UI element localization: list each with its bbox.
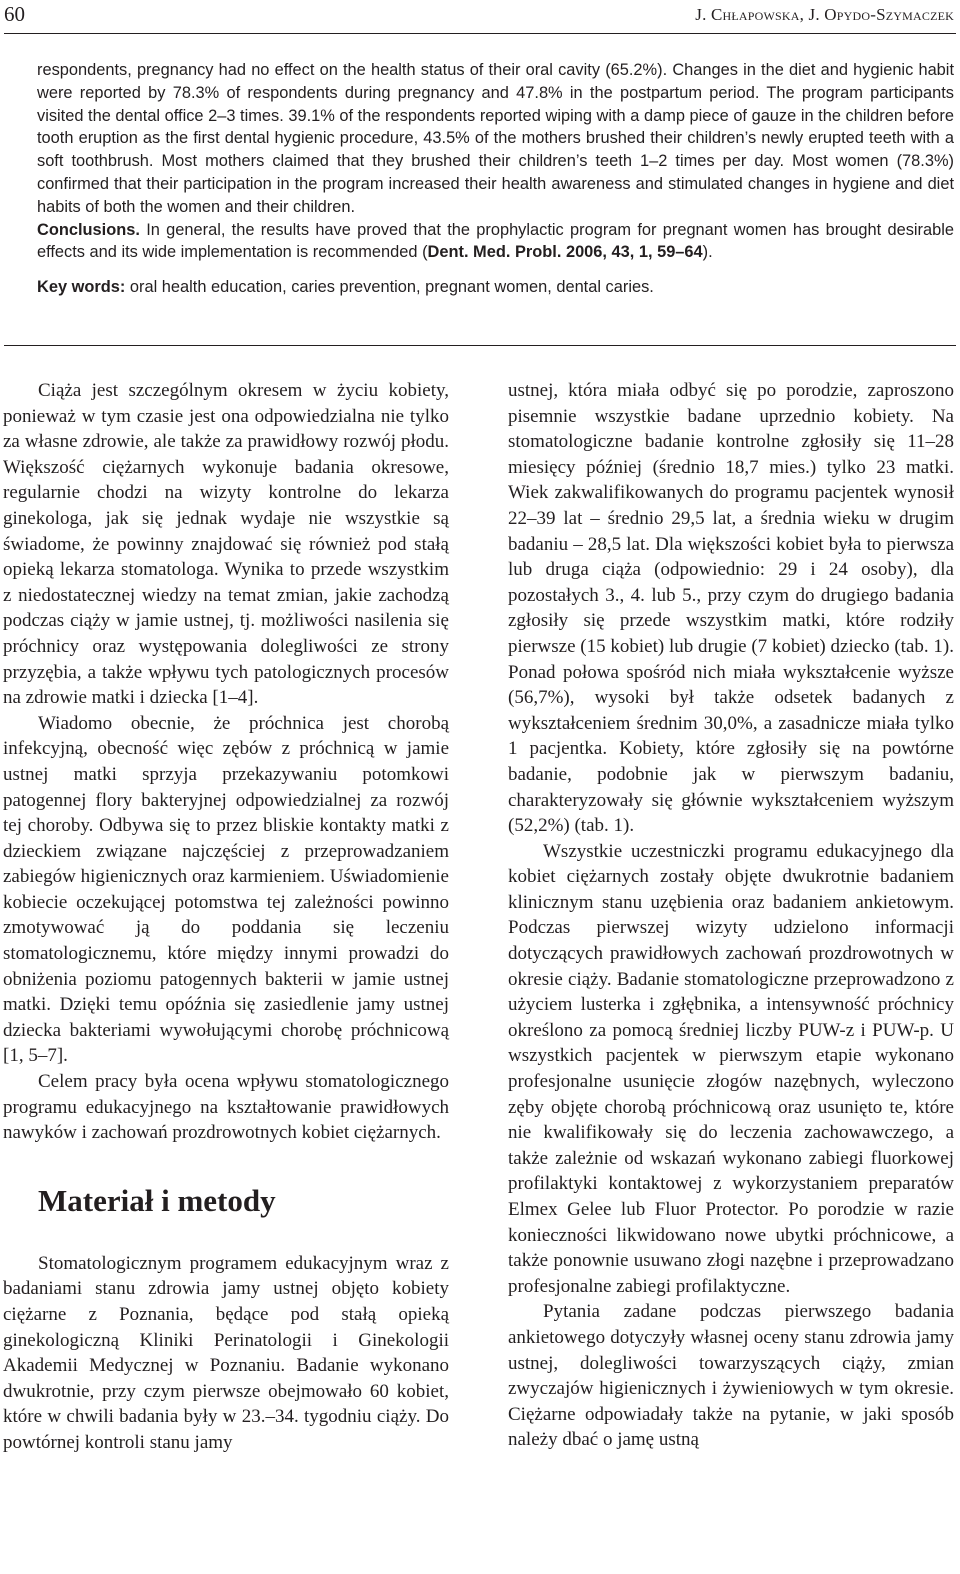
paragraph: Pytania zadane podczas pierwszego badania ankietowego dotyczyły własnej oceny stanu zdrowia jamy ustnej, dolegliwości towarzyszących ciąży, zmian zwyczajów higienicznych i żywieniowych w tym okresie. Ciężarne odpowiadały także na pytanie, w jaki sposób należy dbać o jamę ustną xyxy=(508,1301,954,1451)
paragraph: Ciąża jest szczególnym okresem w życiu kobiety, ponieważ w tym czasie jest ona odpowiedzialna nie tylko za własne zdrowie, ale także za prawidłowy rozwój płodu. Większość ciężarnych wykonuje badania okresowe, regularnie chodzi na wizyty kontrolne do lekarza ginekologa, jak się jednak wydaje nie wszystkie są świadome, że powinny znajdować się również pod stałą opieką lekarza stomatologa. Wynika to przede wszystkim z niedostatecznej wiedzy na temat zmian, jakie zachodzą podczas ciąży w jamie ustnej, tj. możliwości nasilenia się próchnicy oraz występowania dolegliwości ze strony przyzębia, a także wpływu tych patologicznych procesów na zdrowie matki i dziecka [1–4]. xyxy=(3,380,449,709)
right-column xyxy=(508,378,954,1453)
citation-end: ). xyxy=(702,243,713,262)
conclusions-text: In general, the results have proved that the prophylactic program for pregnant women has brought desirable effects and its wide implementation is recommended ( xyxy=(37,220,954,262)
keywords-text: oral health education, caries prevention, pregnant women, dental caries. xyxy=(125,278,654,297)
paragraph: ustnej, która miała odbyć się po porodzie, zaproszono pisemnie wszystkie badane uprzednio kobiety. Na stomatologiczne badanie kontrolne zgłosiły się 11–28 miesięcy później (średnio 18,7 mies.) tylko 23 matki. Wiek zakwalifikowanych do programu pacjentek wynosił 22–39 lat – średnio 29,5 lat, a średnia wieku w drugim badaniu – 28,5 lat. Dla większości kobiet była to pierwsza lub druga ciąża (odpowiednio: 29 i 24 osoby), dla pozostałych 3., 4. lub 5., przy czym do drugiego badania zgłosiły się przede wszystkim matki, które rodziły pierwsze (15 kobiet) lub drugie (7 kobiet) dziecko (tab. 1). Ponad połowa spośród nich miała wykształcenie wyższe (56,7%), wysoki był także odsetek badanych z wykształceniem średnim 30,0%, a zasadnicze miała tylko 1 pacjentka. Kobiety, które zgłosiły się na powtórne badanie, podobnie jak w pierwszym badaniu, charakteryzowały się głównie wykształceniem wyższym (52,2%) (tab. 1). xyxy=(508,380,954,837)
citation: Dent. Med. Probl. 2006, 43, 1, 59–64 xyxy=(427,243,703,262)
abstract-results xyxy=(37,59,954,219)
page-header xyxy=(0,0,960,40)
running-head: J. Chłapowska, J. Opydo-Szymaczek xyxy=(695,5,954,24)
paragraph: Wszystkie uczestniczki programu edukacyjnego dla kobiet ciężarnych zostały objęte dwukrotnie badaniem klinicznym stanu uzębienia oraz badaniem ankietowym. Podczas pierwszej wizyty udzielono informacji dotyczących prawidłowych zachowań prozdrowotnych w okresie ciąży. Badanie stomatologiczne przeprowadzono z użyciem lusterka i zgłębnika, a intensywność próchnicy określono za pomocą średniej liczby PUW-z i PUW-p. U wszystkich pacjentek w pierwszym etapie wykonano profesjonalne usunięcie złogów nazębnych, wyleczono zęby objęte chorobą próchnicową oraz usunięto te, które nie kwalifikowały się do leczenia zachowawczego, a także zależnie od wskazań wykonano zabiegi fluorkowej profilaktyki kontaktowej z wykorzystaniem preparatów Elmex Gelee lub Fluor Protector. Po porodzie w razie konieczności likwidowano nowe ubytki próchnicowe, a także ponownie usuwano złogi nazębne i przeprowadzano profesjonalne zabiegi profilaktyczne. xyxy=(508,840,954,1297)
abstract xyxy=(37,59,954,299)
abstract-conclusions xyxy=(37,219,954,265)
paragraph: Stomatologicznym programem edukacyjnym wraz z badaniami stanu zdrowia jamy ustnej objęto kobiety ciężarne z Poznania, będące pod stałą opieką ginekologiczną Kliniki Perinatologii i Ginekologii Akademii Medycznej w Poznaniu. Badanie wykonano dwukrotnie, przy czym pierwsze obejmowało 60 kobiet, które w chwili badania były w 23.–34. tygodniu ciąży. Do powtórnej kontroli stanu jamy xyxy=(3,1252,449,1453)
paragraph: Celem pracy była ocena wpływu stomatologicznego programu edukacyjnego na kształtowanie prawidłowych nawyków i zachowań prozdrowotnych kobiet ciężarnych. xyxy=(3,1071,449,1144)
abstract-rule xyxy=(4,345,956,346)
conclusions-label: Conclusions. xyxy=(37,220,140,239)
section-title: Materiał i metody xyxy=(38,1182,276,1218)
page-number: 60 xyxy=(4,2,25,26)
keywords xyxy=(37,276,954,299)
results-text: respondents, pregnancy had no effect on the health status of their oral cavity (65.2%). Changes in the diet and hygienic habit were reported by 78.3% of respondents during pregnancy and 47.8% in the postpartum period. The program participants visited the dental office 2–3 times. 39.1% of the respondents reported wiping with a damp piece of gauze in the children before tooth eruption as the first dental hygienic procedure, 43.5% of the mothers brushed their children’s newly erupted teeth with a soft toothbrush. Most mothers claimed that they brushed their children’s teeth 1–2 times per day. Most women (78.3%) confirmed that their participation in the program increased their health awareness and stimulated changes in hygiene and diet habits of both the women and their children. xyxy=(37,61,954,216)
left-column xyxy=(3,378,449,1456)
header-rule xyxy=(4,33,956,34)
keywords-label: Key words: xyxy=(37,278,126,297)
paragraph: Wiadomo obecnie, że próchnica jest chorobą infekcyjną, obecność więc zębów z próchnicą w jamie ustnej matki sprzyja przekazywaniu potomkowi patogennej flory bakteryjnej odpowiedzialnej za rozwój tej choroby. Odbywa się to przez bliskie kontakty matki z dzieckiem związane najczęściej z przeprowadzaniem zabiegów higienicznych oraz karmieniem. Uświadomienie kobiecie oczekującej potomstwa tej zależności powinno zmotywować ją do poddania się leczeniu stomatologicznemu, które między innymi prowadzi do obniżenia poziomu patogennych bakterii w jamie ustnej matki. Dzięki temu opóźnia się zasiedlenie jamy ustnej dziecka bakteriami wywołującymi chorobę próchnicową [1, 5–7]. xyxy=(3,712,449,1067)
